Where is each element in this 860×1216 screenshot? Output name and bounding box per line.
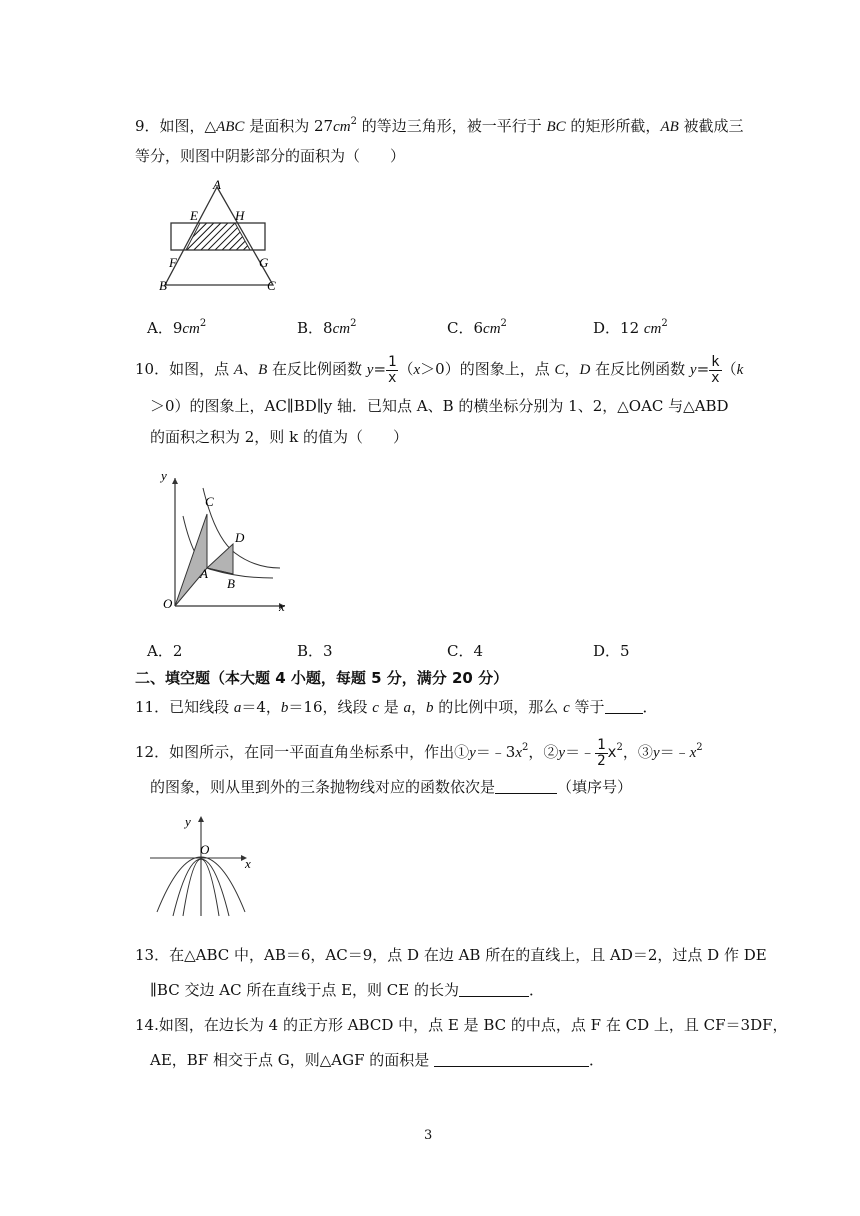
- q9-option-c: C．$6cm^2$: [447, 318, 507, 337]
- q10-line2: ＞0）的图象上，AC∥BD∥y 轴．已知点 A、B 的横坐标分别为 1、2，△OAC 与△ABD: [150, 397, 729, 415]
- q10-option-c: C．4: [447, 642, 484, 660]
- q10-label-C: C: [205, 494, 214, 509]
- q12-label-x: x: [245, 856, 251, 871]
- q9-label-H: H: [235, 208, 245, 223]
- q9-line2: 等分，则图中阴影部分的面积为（ ）: [135, 147, 406, 165]
- q13-answer-blank[interactable]: [459, 982, 529, 997]
- q9-label-F: F: [169, 255, 177, 270]
- q10-option-b: B．3: [297, 642, 333, 660]
- q12-label-O: O: [200, 842, 210, 857]
- q9-label-G: G: [259, 255, 269, 270]
- q13-line1: 13．在△ABC 中，AB＝6，AC＝9，点 D 在边 AB 所在的直线上，且 AD＝2，过点 D 作 DE: [135, 946, 767, 964]
- q9-line1: 9．如图，△ABC 是面积为 $27cm^2$ 的等边三角形，被一平行于 BC 的矩形所截，AB 被截成三: [135, 116, 744, 135]
- q13-line2: ∥BC 交边 AC 所在直线于点 E，则 CE 的长为 ．: [150, 981, 545, 999]
- q12-label-y: y: [185, 814, 191, 829]
- page-number: 3: [424, 1128, 433, 1143]
- q10-option-d: D．5: [593, 642, 630, 660]
- q11-text: 11．已知线段 a＝4，b＝16，线段 c 是 a，b 的比例中项，那么 c 等于 ．: [135, 698, 658, 716]
- q9-label-C: C: [267, 278, 276, 293]
- q10-label-D: D: [235, 530, 245, 545]
- q14-line2: AE，BF 相交于点 G，则△AGF 的面积是 ．: [150, 1051, 605, 1069]
- q10-label-x: x: [279, 599, 285, 614]
- q9-option-d: D．12 $cm^2$: [593, 318, 668, 337]
- q10-line1: 10．如图，点 A、B 在反比例函数 y= $\frac{1}{x}$ （x＞0）的图象上，点 C，D 在反比例函数 y= $\frac{k}{x}$ （k: [135, 353, 744, 386]
- q14-line1: 14.如图，在边长为 4 的正方形 ABCD 中，点 E 是 BC 的中点，点 F 在 CD 上，且 CF＝3DF，: [135, 1016, 788, 1034]
- q10-label-A: A: [200, 566, 208, 581]
- q9-label-B: B: [159, 278, 167, 293]
- q12-line2: 的图象，则从里到外的三条抛物线对应的函数依次是 （填序号）: [150, 778, 633, 796]
- q14-answer-blank[interactable]: [434, 1052, 589, 1067]
- q9-label-E: E: [190, 208, 198, 223]
- q12-fraction-one-half: $\frac{1}{2}$: [597, 736, 606, 769]
- q10-label-y: y: [161, 468, 167, 483]
- q9-option-b: B．$8cm^2$: [297, 318, 357, 337]
- q11-answer-blank[interactable]: [605, 699, 643, 714]
- q10-option-a: A．2: [147, 642, 183, 660]
- q10-hyperbola-figure: [155, 468, 295, 618]
- q12-line1: 12．如图所示，在同一平面直角坐标系中，作出$①y=﹣3x^2$，②y＝﹣ $\frac{1}{2}$ $x^2$，$③y=﹣x^2$: [135, 736, 703, 769]
- q10-fraction-1-over-x: $\frac{1}{x}$: [388, 353, 397, 386]
- q10-label-B: B: [227, 576, 235, 591]
- q10-line3: 的面积之积为 2，则 k 的值为（ ）: [150, 428, 408, 446]
- q9-label-A: A: [213, 177, 221, 192]
- q10-fraction-k-over-x: $\frac{k}{x}$: [711, 353, 720, 386]
- q9-option-a: A．$9cm^2$: [147, 318, 207, 337]
- q12-answer-blank[interactable]: [495, 779, 557, 794]
- section-fill-in-blank-header: 二、填空题（本大题 4 小题，每题 5 分，满分 20 分）: [135, 669, 509, 687]
- q9-triangle-figure: [155, 175, 285, 295]
- q12-parabolas-figure: [145, 812, 265, 922]
- q10-label-O: O: [163, 596, 173, 611]
